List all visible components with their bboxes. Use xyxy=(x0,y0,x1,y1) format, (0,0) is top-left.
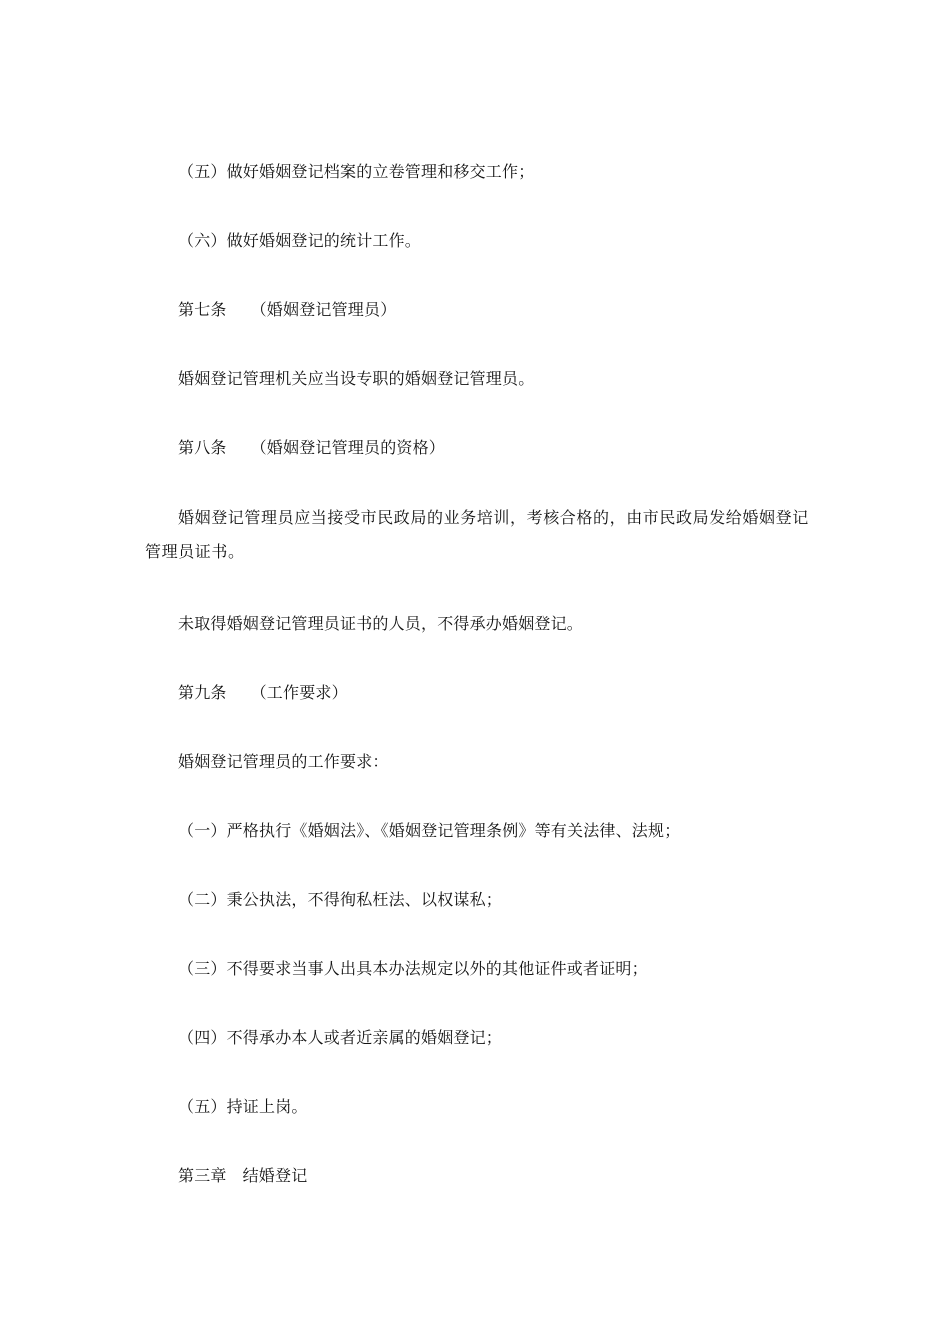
requirement-item-2 xyxy=(178,892,502,908)
article-title: （婚姻登记管理员的资格） xyxy=(250,438,446,457)
paragraph-text: （五）做好婚姻登记档案的立卷管理和移交工作； xyxy=(178,162,535,181)
article-title: （工作要求） xyxy=(250,683,348,702)
paragraph-text: 婚姻登记管理员应当接受市民政局的业务培训，考核合格的，由市民政局发给婚姻登记管理员证书。 xyxy=(145,508,809,561)
article-7-body xyxy=(178,371,534,387)
paragraph-text: （四）不得承办本人或者近亲属的婚姻登记； xyxy=(178,1028,503,1047)
article-number: 第八条 xyxy=(178,438,227,457)
article-number: 第七条 xyxy=(178,300,227,319)
requirement-item-1 xyxy=(178,823,680,839)
article-9-intro xyxy=(178,754,389,770)
requirement-item-3 xyxy=(178,961,648,977)
paragraph-text: （二）秉公执法，不得徇私枉法、以权谋私； xyxy=(178,890,503,909)
chapter-3-heading xyxy=(178,1168,307,1184)
paragraph-text: （一）严格执行《婚姻法》、《婚姻登记管理条例》等有关法律、法规； xyxy=(178,821,681,840)
requirement-item-5 xyxy=(178,1099,308,1115)
list-item-6-statistics xyxy=(178,233,421,249)
paragraph-text: 婚姻登记管理机关应当设专职的婚姻登记管理员。 xyxy=(178,369,535,388)
article-8-restriction xyxy=(178,616,583,632)
article-7-heading xyxy=(178,302,396,318)
article-8-heading xyxy=(178,440,445,456)
article-9-heading xyxy=(178,685,348,701)
article-number: 第九条 xyxy=(178,683,227,702)
chapter-number: 第三章 xyxy=(178,1166,227,1185)
paragraph-text: （三）不得要求当事人出具本办法规定以外的其他证件或者证明； xyxy=(178,959,648,978)
paragraph-text: 婚姻登记管理员的工作要求： xyxy=(178,752,389,771)
paragraph-text: 未取得婚姻登记管理员证书的人员，不得承办婚姻登记。 xyxy=(178,614,584,633)
paragraph-text: （六）做好婚姻登记的统计工作。 xyxy=(178,231,422,250)
list-item-5-archive xyxy=(178,164,534,180)
chapter-title: 结婚登记 xyxy=(242,1166,308,1185)
article-8-body xyxy=(145,501,815,569)
requirement-item-4 xyxy=(178,1030,502,1046)
paragraph-text: （五）持证上岗。 xyxy=(178,1097,308,1116)
article-title: （婚姻登记管理员） xyxy=(250,300,397,319)
